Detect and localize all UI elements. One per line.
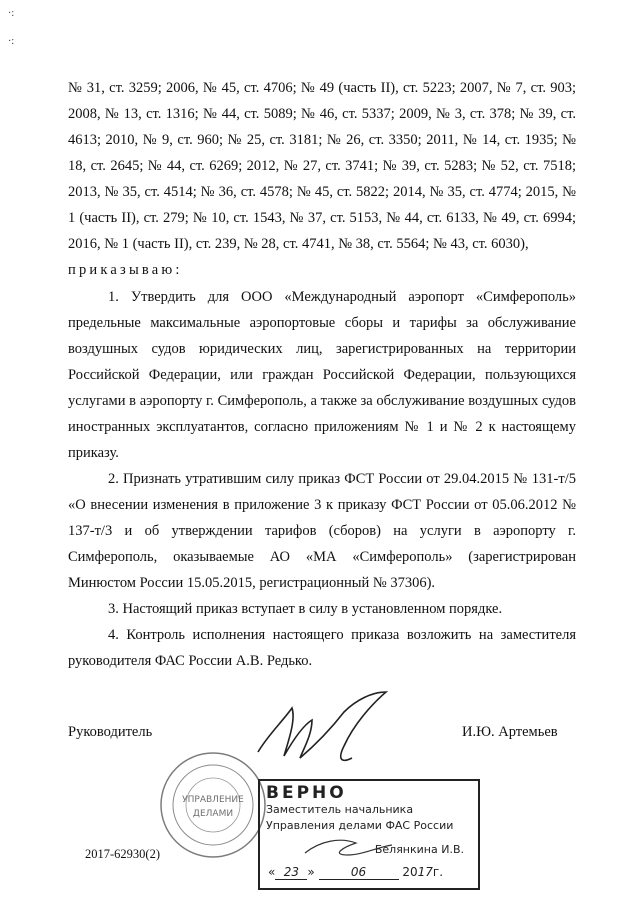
verification-stamp (258, 779, 480, 890)
item-2: 2. Признать утратившим силу приказ ФСТ России от 29.04.2015 № 131-т/5 «О внесении изменения в приложение 3 к приказу ФСТ России от 05.06.2012 № 137-т/3 и об утверждении тарифов (сборов) на услуги в аэропорту г. Симферополь, оказываемые АО «МА «Симферополь» (зарегистрирован Минюстом России 15.05.2015, регистрационный № 37306). (68, 471, 576, 591)
registration-number: 2017-62930(2) (85, 847, 160, 861)
corner-mark: ·: (8, 8, 15, 19)
stamp-date-month: 06 (319, 865, 399, 880)
stamp-name: Белянкина И.В. (374, 843, 464, 856)
citation-paragraph: № 31, ст. 3259; 2006, № 45, ст. 4706; № 49 (часть II), ст. 5223; 2007, № 7, ст. 903; 2008, № 13, ст. 1316; № 44, ст. 5089; № 46, ст. 5337; 2009, № 3, ст. 378; № 39, ст. 4613; 2010, № 9, ст. 960; № 25, ст. 3181; № 26, ст. 3350; 2011, № 14, ст. 1935; № 18, ст. 2645; № 44, ст. 6269; 2012, № 27, ст. 3741; № 39, ст. 5283; № 52, ст. 7518; 2013, № 35, ст. 4514; № 36, ст. 4578; № 45, ст. 5822; 2014, № 35, ст. 4774; 2015, № 1 (часть II), ст. 279; № 10, ст. 1543, № 37, ст. 5153, № 44, ст. 6133, № 49, ст. 6994; 2016, № 1 (часть II), ст. 239, № 28, ст. 4741, № 38, ст. 5564; № 43, ст. 6030), (68, 80, 576, 252)
signatory-position: Руководитель (68, 724, 153, 740)
stamp-date-year-prefix: 20 (402, 865, 418, 879)
stamp-date-suffix: г. (432, 865, 444, 879)
item-4: 4. Контроль исполнения настоящего приказа возложить на заместителя руководителя ФАС России А.В. Редько. (68, 627, 576, 669)
round-seal (161, 753, 265, 857)
stamp-date: « 23 » 06 2017г. (268, 865, 444, 879)
seal-text-2: ДЕЛАМИ (192, 809, 234, 819)
stamp-line-1: Заместитель начальника (266, 803, 414, 816)
item-3: 3. Настоящий приказ вступает в силу в установленном порядке. (108, 601, 503, 617)
order-word: приказываю: (68, 262, 183, 278)
seal-text-1: УПРАВЛЕНИЕ (182, 795, 244, 805)
signatory-name: И.Ю. Артемьев (462, 724, 558, 740)
corner-mark: ·: (8, 36, 15, 47)
stamp-date-year-suffix: 17 (417, 865, 433, 879)
stamp-title: ВЕРНО (266, 783, 347, 803)
stamp-date-day: 23 (275, 865, 307, 880)
stamp-signature (300, 833, 400, 863)
stamp-line-2: Управления делами ФАС России (266, 819, 454, 832)
item-1: 1. Утвердить для ООО «Международный аэропорт «Симферополь» предельные максимальные аэропортовые сборы и тарифы за обслуживание воздушных судов юридических лиц, зарегистрированных на территории Российской Федерации, или граждан Российской Федерации, пользующихся услугами в аэропорту г. Симферополь, а также за обслуживание воздушных судов иностранных эксплуатантов, согласно приложениям № 1 и № 2 к настоящему приказу. (68, 289, 576, 461)
handwritten-signature (258, 692, 386, 760)
